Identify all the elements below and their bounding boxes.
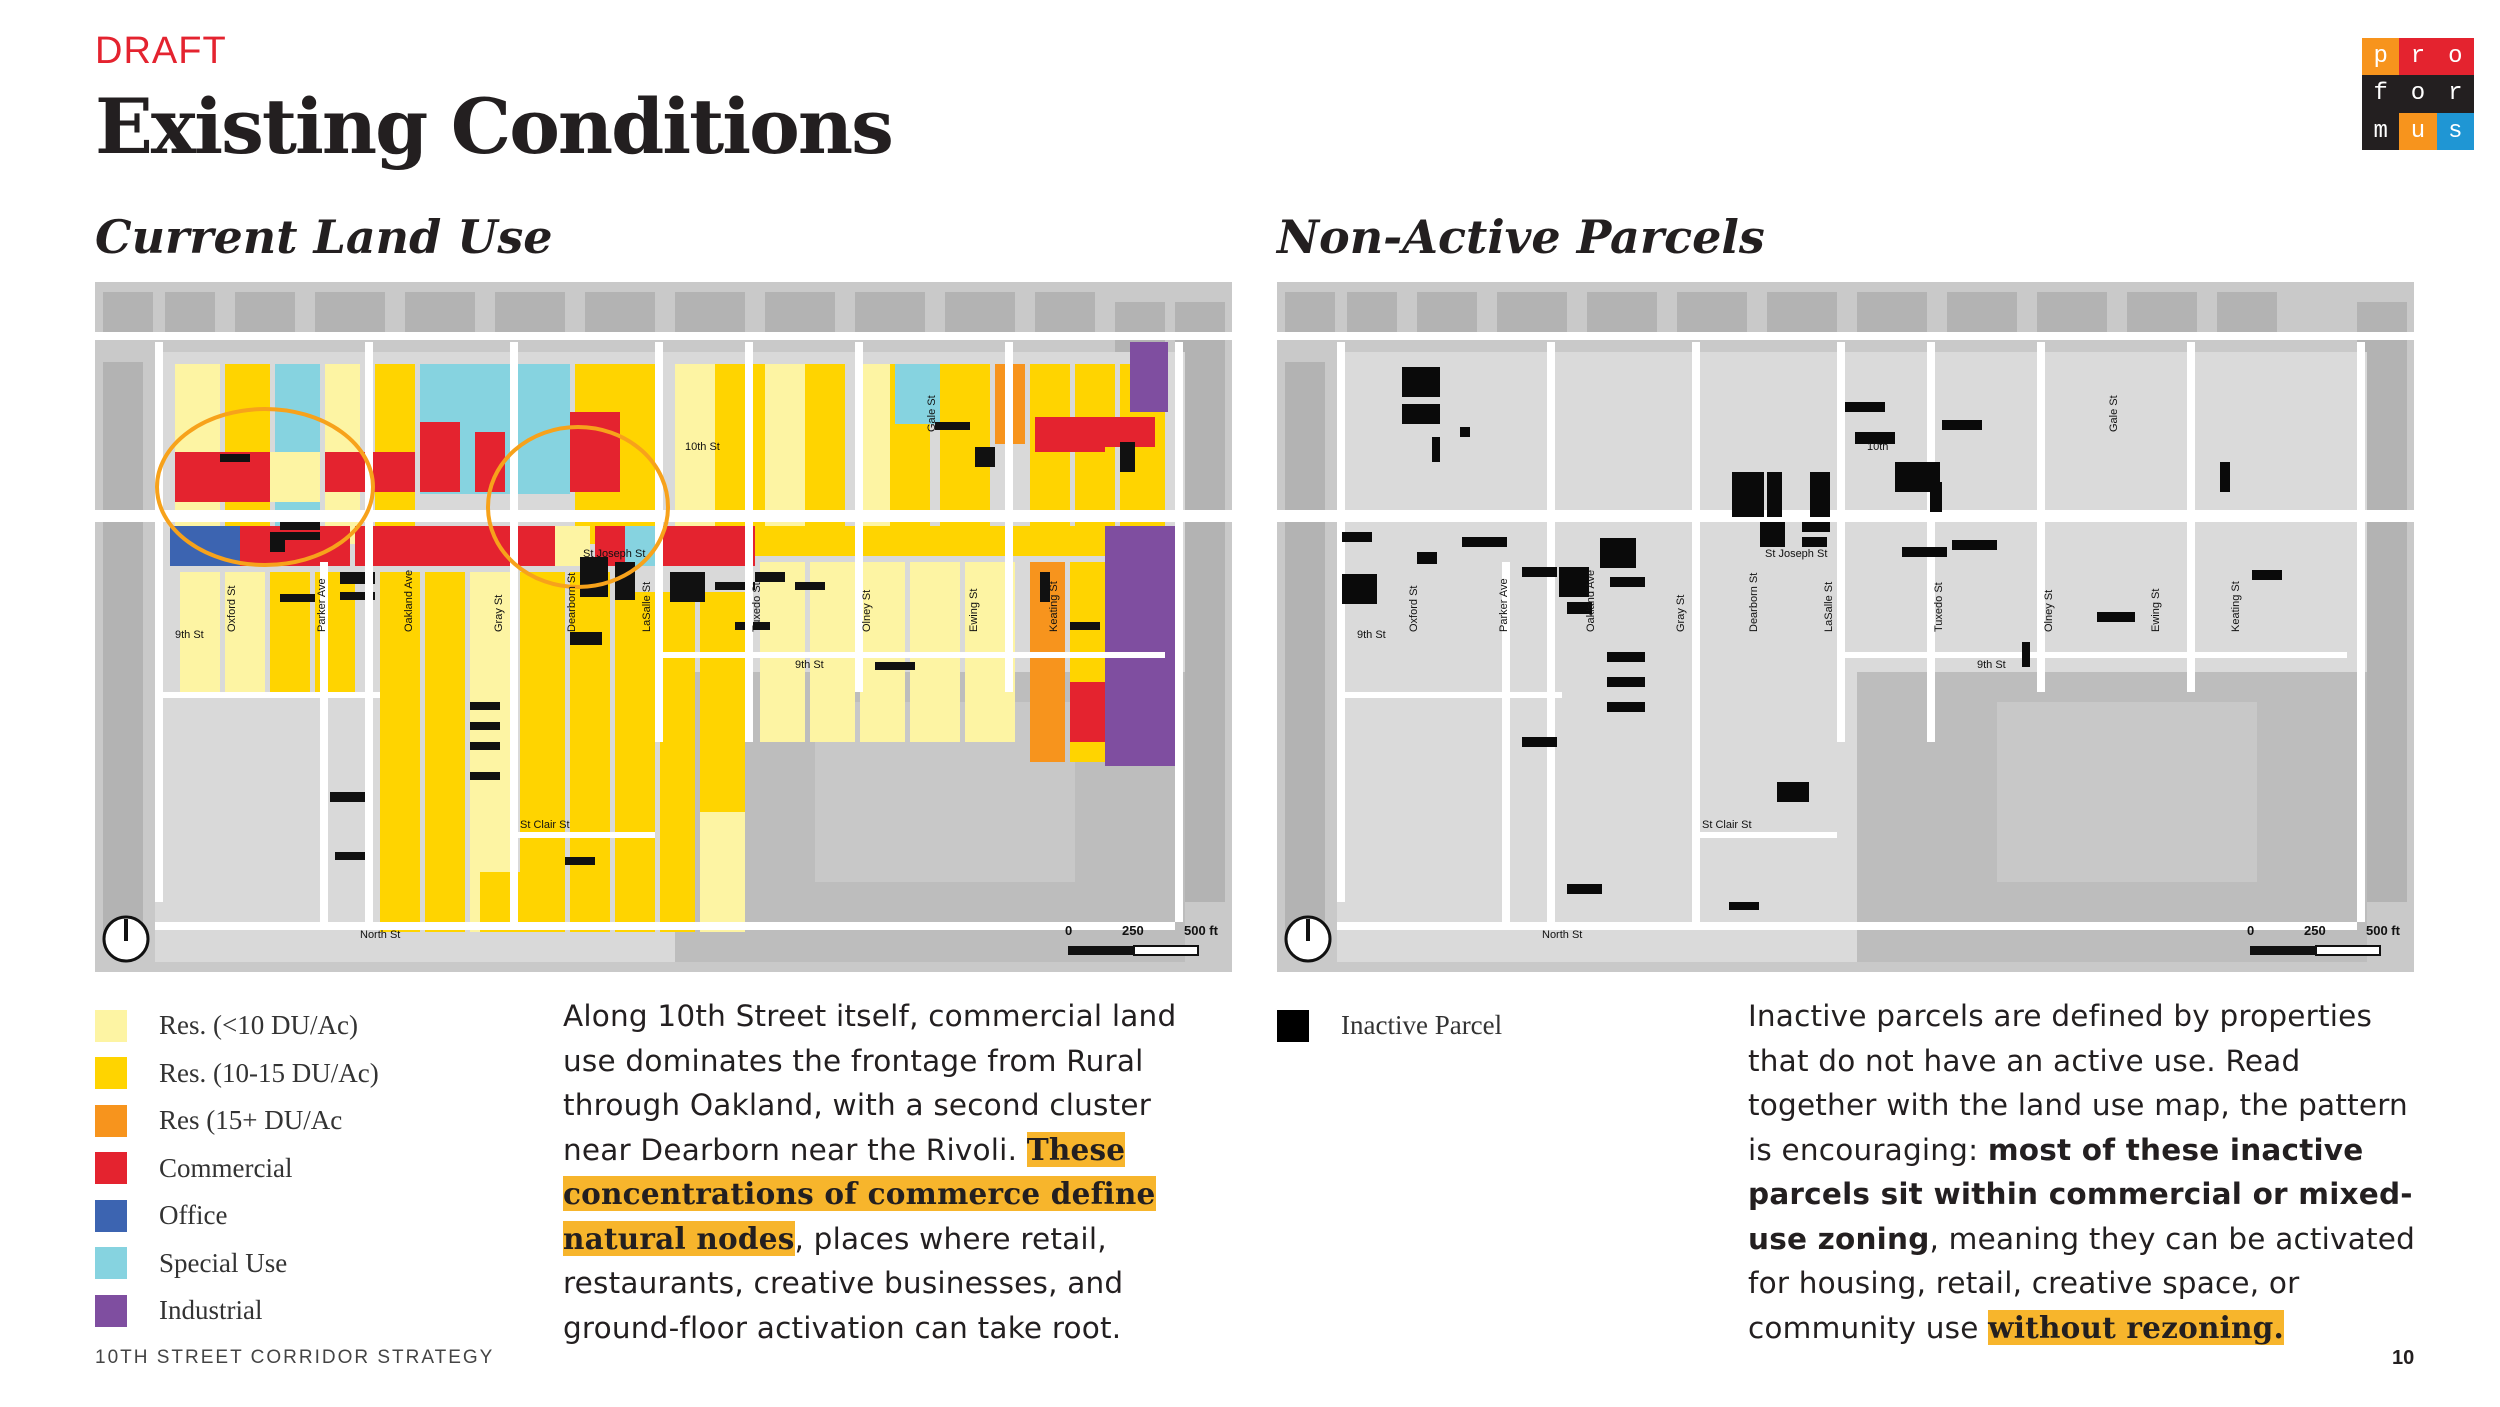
land-use-map-svg bbox=[95, 282, 1232, 972]
logo-letter: r bbox=[2399, 38, 2436, 75]
legend-item bbox=[95, 1192, 379, 1240]
map-label-10th-short: 10th bbox=[1867, 441, 1889, 453]
north-arrow-icon bbox=[1286, 917, 1330, 961]
map-label-parker: Parker Ave bbox=[316, 578, 328, 632]
north-arrow-icon bbox=[104, 917, 148, 961]
land-use-title-text: Current Land Use bbox=[95, 210, 553, 264]
footer-title: 10TH STREET CORRIDOR STRATEGY bbox=[95, 1347, 495, 1368]
map-label-9th: 9th St bbox=[175, 629, 204, 641]
map-label-oakland: Oakland Ave bbox=[403, 569, 415, 632]
map-label-oakland-right: Oakland Ave bbox=[1585, 569, 1597, 632]
non-active-map bbox=[1277, 282, 2414, 972]
logo-letter: o bbox=[2399, 75, 2436, 112]
svg-text:0: 0 bbox=[2247, 923, 2255, 938]
map-label-9th-2: 9th St bbox=[795, 659, 824, 671]
map-label-tuxedo: Tuxedo St bbox=[751, 582, 763, 632]
page-number: 10 bbox=[2392, 1347, 2415, 1369]
svg-text:500 ft: 500 ft bbox=[2366, 923, 2400, 938]
legend-label: Commercial bbox=[159, 1152, 293, 1183]
map-label-10th: 10th St bbox=[685, 441, 720, 453]
map-label-keating-right: Keating St bbox=[2230, 581, 2242, 632]
map-label-9th-2-right: 9th St bbox=[1977, 659, 2006, 671]
non-active-paragraph bbox=[1748, 994, 2428, 1350]
paragraph-text: , meaning they can be activated for housing, retail, creative space, or community use bbox=[1748, 1221, 2416, 1345]
logo-letter: o bbox=[2437, 38, 2474, 75]
svg-text:250: 250 bbox=[2304, 923, 2326, 938]
map-label-oxford: Oxford St bbox=[226, 585, 238, 632]
logo-letter: m bbox=[2362, 113, 2399, 150]
legend-label: Special Use bbox=[159, 1247, 288, 1278]
svg-text:0: 0 bbox=[1065, 923, 1073, 938]
land-use-title bbox=[95, 210, 553, 264]
map-label-st-joseph: St Joseph St bbox=[583, 548, 646, 560]
legend-item bbox=[95, 1287, 379, 1335]
logo-letter: f bbox=[2362, 75, 2399, 112]
map-label-st-clair: St Clair St bbox=[520, 819, 570, 831]
map-label-north: North St bbox=[360, 929, 401, 941]
legend-item bbox=[1277, 1002, 1502, 1050]
page-title: Existing Conditions bbox=[95, 82, 892, 171]
legend-swatch bbox=[95, 1057, 127, 1089]
logo-letter: p bbox=[2362, 38, 2399, 75]
legend-label: Res. (10-15 DU/Ac) bbox=[159, 1057, 379, 1088]
map-label-gray-right: Gray St bbox=[1675, 594, 1687, 632]
legend-item bbox=[95, 1097, 379, 1145]
legend-swatch bbox=[95, 1247, 127, 1279]
legend-item bbox=[95, 1002, 379, 1050]
map-label-keating: Keating St bbox=[1048, 581, 1060, 632]
map-label-dearborn: Dearborn St bbox=[566, 572, 578, 632]
map-label-ewing: Ewing St bbox=[968, 588, 980, 632]
legend-label: Industrial bbox=[159, 1295, 263, 1326]
legend-swatch bbox=[1277, 1010, 1309, 1042]
non-active-legend bbox=[1277, 1002, 1502, 1050]
paragraph-text: Along 10th Street itself, commercial land use dominates the frontage from Rural through Oakland, with a second cluster near Dearborn near the Rivoli. bbox=[563, 999, 1177, 1167]
map-label-st-joseph-right: St Joseph St bbox=[1765, 548, 1828, 560]
svg-text:500 ft: 500 ft bbox=[1184, 923, 1218, 938]
map-label-olney: Olney St bbox=[861, 589, 873, 632]
legend-swatch bbox=[95, 1105, 127, 1137]
draft-label: DRAFT bbox=[95, 30, 227, 72]
legend-swatch bbox=[95, 1152, 127, 1184]
legend-swatch bbox=[95, 1200, 127, 1232]
logo-letter: u bbox=[2399, 113, 2436, 150]
legend-item bbox=[95, 1050, 379, 1098]
legend-label: Res. (<10 DU/Ac) bbox=[159, 1010, 358, 1041]
map-label-gale: Gale St bbox=[926, 395, 938, 432]
map-label-9th-right: 9th St bbox=[1357, 629, 1386, 641]
legend-item bbox=[95, 1240, 379, 1288]
paragraph-highlight: without rezoning. bbox=[1988, 1309, 2284, 1345]
map-label-gale-right: Gale St bbox=[2108, 395, 2120, 432]
svg-text:250: 250 bbox=[1122, 923, 1144, 938]
non-active-title-text: Non-Active Parcels bbox=[1277, 210, 1765, 264]
map-label-dearborn-right: Dearborn St bbox=[1748, 572, 1760, 632]
map-label-gray: Gray St bbox=[493, 594, 505, 632]
map-label-ewing-right: Ewing St bbox=[2150, 588, 2162, 632]
map-label-oxford-right: Oxford St bbox=[1408, 585, 1420, 632]
land-use-paragraph bbox=[563, 994, 1223, 1350]
non-active-map-svg bbox=[1277, 282, 2414, 972]
map-label-north-right: North St bbox=[1542, 929, 1583, 941]
map-label-st-clair-right: St Clair St bbox=[1702, 819, 1752, 831]
legend-label: Res (15+ DU/Ac bbox=[159, 1105, 343, 1136]
map-label-tuxedo-right: Tuxedo St bbox=[1933, 582, 1945, 632]
map-label-lasalle-right: LaSalle St bbox=[1823, 581, 1835, 632]
map-label-olney-right: Olney St bbox=[2043, 589, 2055, 632]
paragraph-bold: most of these inactive parcels sit within commercial or mixed-use zoning bbox=[1748, 1132, 2413, 1256]
land-use-legend bbox=[95, 1002, 379, 1335]
paragraph-text: Inactive parcels are defined by properties that do not have an active use. Read together with the land use map, the pattern is encouraging: bbox=[1748, 999, 2408, 1167]
legend-label: Office bbox=[159, 1200, 228, 1231]
non-active-title bbox=[1277, 210, 1765, 264]
legend-swatch bbox=[95, 1295, 127, 1327]
map-label-lasalle: LaSalle St bbox=[641, 581, 653, 632]
land-use-map bbox=[95, 282, 1232, 972]
legend-swatch bbox=[95, 1010, 127, 1042]
logo-letter: s bbox=[2437, 113, 2474, 150]
paragraph-text: , places where retail, restaurants, creative businesses, and ground-floor activation can take root. bbox=[563, 1221, 1124, 1345]
legend-label: Inactive Parcel bbox=[1341, 1010, 1503, 1041]
proformus-logo bbox=[2362, 38, 2474, 150]
logo-letter: r bbox=[2437, 75, 2474, 112]
legend-item bbox=[95, 1145, 379, 1193]
map-label-parker-right: Parker Ave bbox=[1498, 578, 1510, 632]
paragraph-highlight: These concentrations of commerce define natural nodes bbox=[563, 1131, 1156, 1256]
